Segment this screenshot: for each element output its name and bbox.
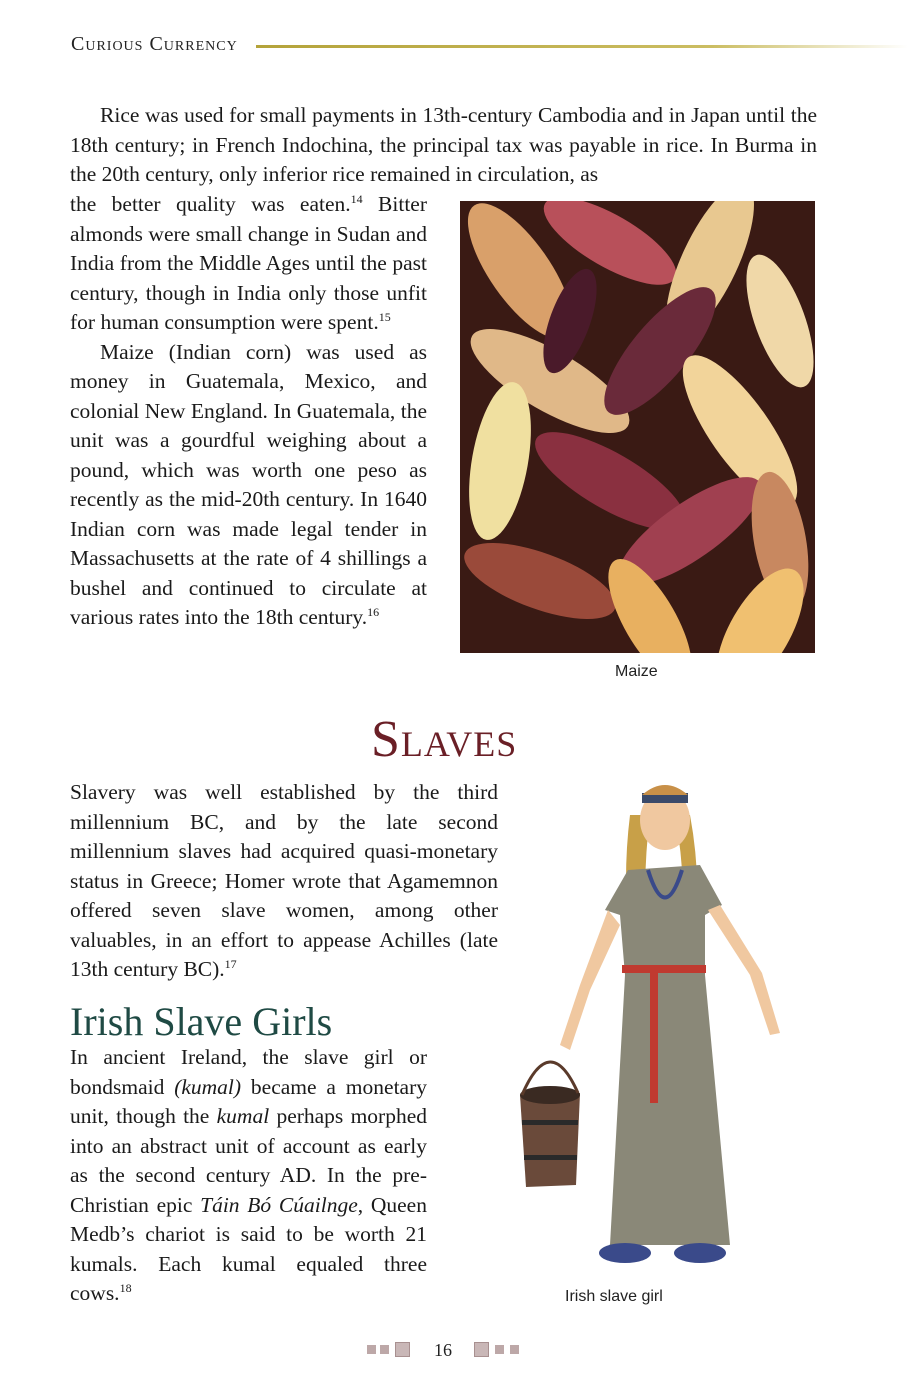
- subheading-irish-slave-girls: Irish Slave Girls: [70, 999, 333, 1044]
- footer-ornament-square: [380, 1345, 389, 1354]
- slave-girl-caption: Irish slave girl: [565, 1288, 663, 1305]
- maize-text: Maize (Indian corn) was used as money in Guatemala, Mexico, and colonial New England. In Guatemala, the unit was a gourdful weighing about a pound, which was worth one peso as recently as the mid-20th century. In 1640 Indian corn was made legal tender in Massachusetts at the rate of 4 shillings a bushel and continued to circulate at various rates into the 18th century.: [70, 339, 427, 629]
- footnote-ref-15: 15: [378, 310, 391, 324]
- irish-text-1: In ancient Ireland, the slave girl or bondsmaid: [70, 1045, 427, 1099]
- slaves-block: [70, 778, 498, 985]
- irish-text-4: , Queen Medb’s chariot is said to be worth 21 kumals. Each kumal equaled three cows.: [70, 1192, 427, 1305]
- slaves-text: Slavery was well established by the third millennium BC, and by the late second millennium slaves had acquired quasi-monetary status in Greece; Homer wrote that Agamemnon offered seven slave women, among other valuables, in an effort to appease Achilles (late 13th century BC).: [70, 780, 498, 981]
- footer-ornament-square: [474, 1342, 489, 1357]
- header-rule: [256, 45, 908, 48]
- rice-text: Rice was used for small payments in 13th-century Cambodia and in Japan until the 18th century; in French Indochina, the principal tax was payable in rice. In Burma in the 20th century, only inferior rice remained in circulation, as: [70, 103, 817, 186]
- rice-paragraph: [70, 101, 817, 190]
- kumal-term-paren: (kumal): [174, 1074, 242, 1099]
- rice-continued: the better quality was eaten.: [70, 192, 351, 216]
- section-heading-slaves: Slaves: [371, 711, 518, 768]
- almonds-text: Bitter almonds were small change in Sudan and India from the Middle Ages until the past century, though in India only those unfit for human consumption were spent.: [70, 192, 427, 334]
- footnote-ref-18: 18: [119, 1281, 132, 1295]
- irish-text-2: became a monetary unit, though the: [70, 1074, 427, 1128]
- footer-ornament-square: [367, 1345, 376, 1354]
- irish-block: [70, 1043, 427, 1309]
- maize-caption: Maize: [615, 663, 658, 680]
- page-number: 16: [434, 1340, 452, 1360]
- footnote-ref-14: 14: [350, 192, 363, 206]
- slave-girl-illustration: [500, 775, 800, 1275]
- almonds-paragraph: [70, 190, 427, 338]
- irish-paragraph: [70, 1043, 427, 1309]
- slaves-paragraph: [70, 778, 498, 985]
- running-head-title: Curious Currency: [71, 33, 238, 55]
- epic-title: Táin Bó Cúailnge: [200, 1192, 358, 1217]
- footer-ornament-square: [495, 1345, 504, 1354]
- irish-text-3: perhaps morphed into an abstract unit of account as early as the second century AD. In the pre-Christian epic: [70, 1104, 427, 1217]
- maize-photo: [460, 201, 815, 653]
- page-footer: [0, 1340, 908, 1362]
- footer-ornament-square: [395, 1342, 410, 1357]
- maize-paragraph: [70, 338, 427, 633]
- footnote-ref-17: 17: [224, 957, 237, 971]
- footer-ornament-square: [510, 1345, 519, 1354]
- left-column-top: [70, 190, 427, 633]
- kumal-term: kumal: [216, 1104, 270, 1128]
- footnote-ref-16: 16: [367, 605, 380, 619]
